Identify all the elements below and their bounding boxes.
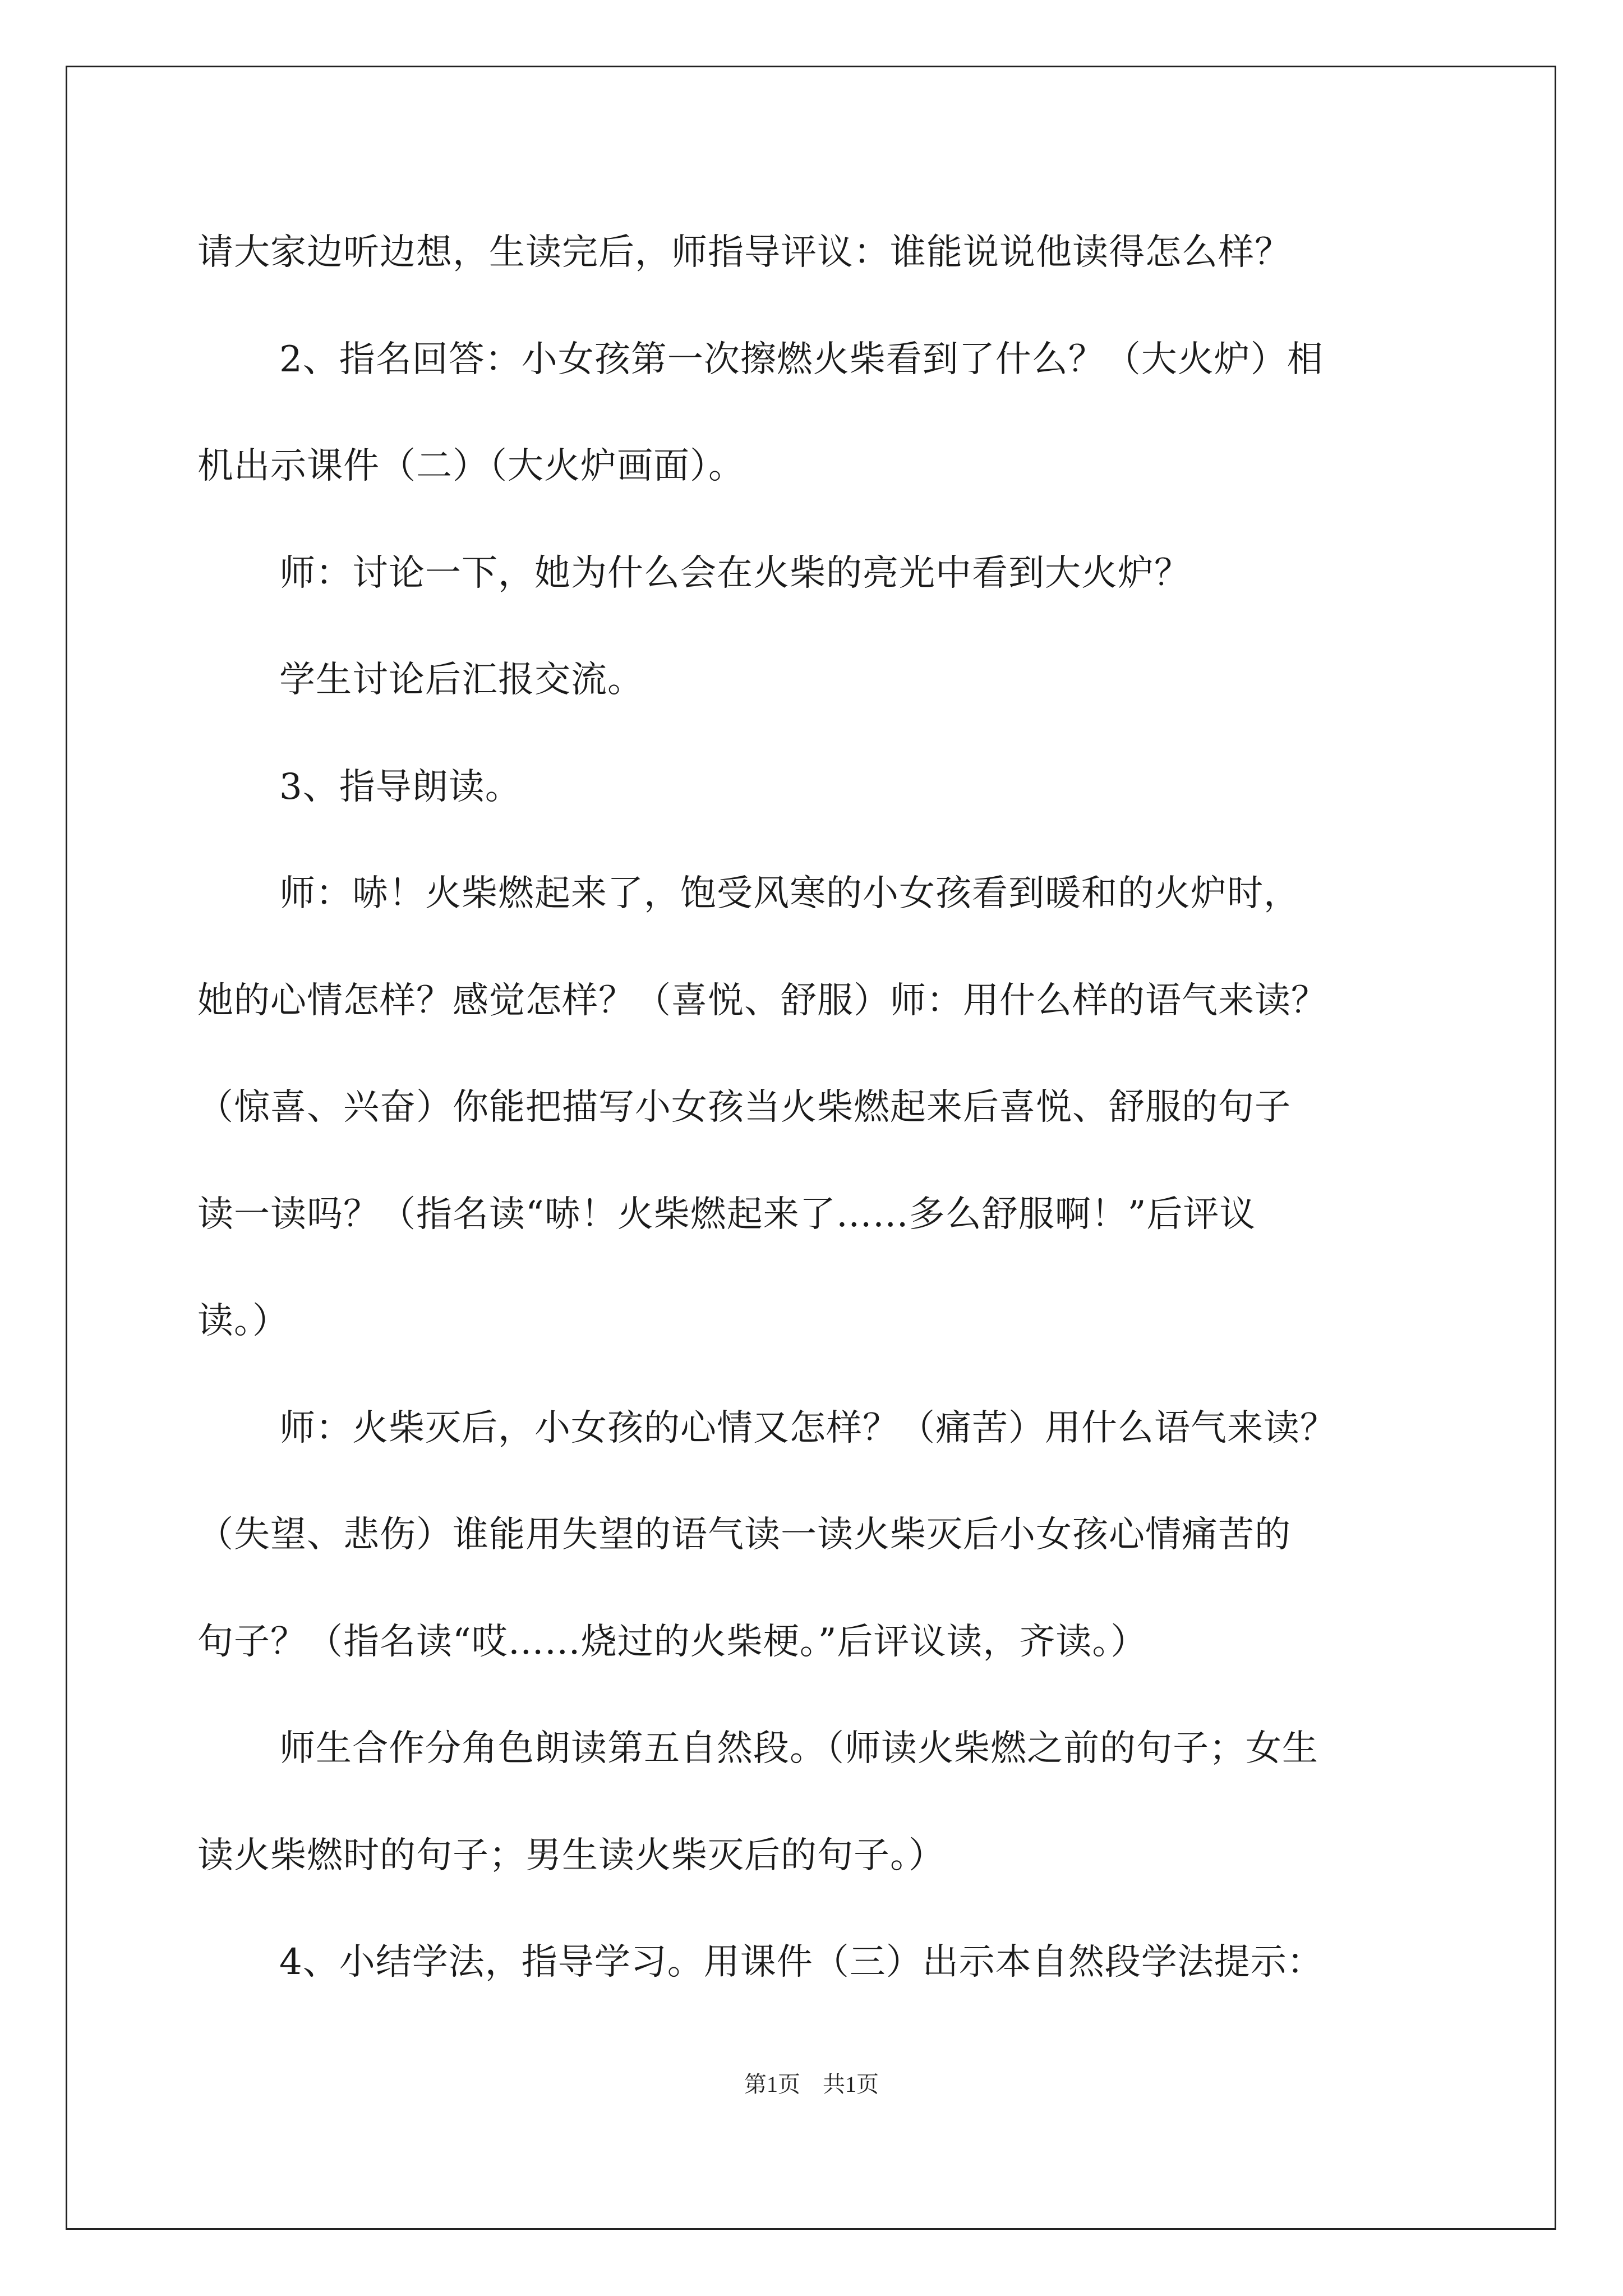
text-line: 师：火柴灭后，小女孩的心情又怎样？（痛苦）用什么语气来读？ xyxy=(279,1407,1336,1449)
text-line: 读。） xyxy=(197,1300,289,1342)
text-line: 读一读吗？（指名读“哧！火柴燃起来了……多么舒服啊！”后评议 xyxy=(197,1194,1256,1235)
text-line: （失望、悲伤）谁能用失望的语气读一读火柴灭后小女孩心情痛苦的 xyxy=(197,1514,1291,1556)
text-line: 师生合作分角色朗读第五自然段。（师读火柴燃之前的句子；女生 xyxy=(279,1728,1318,1769)
text-line: 读火柴燃时的句子；男生读火柴灭后的句子。） xyxy=(197,1835,945,1876)
text-line: 句子？（指名读“哎……烧过的火柴梗。”后评议读，齐读。） xyxy=(197,1621,1147,1663)
page-border xyxy=(66,66,1556,2230)
text-line: （惊喜、兴奋）你能把描写小女孩当火柴燃起来后喜悦、舒服的句子 xyxy=(197,1087,1291,1128)
text-line: 3、指导朗读。 xyxy=(279,766,522,808)
text-line: 学生讨论后汇报交流。 xyxy=(279,659,644,701)
text-line: 机出示课件（二）（大火炉画面）。 xyxy=(197,445,745,487)
text-line: 请大家边听边想，生读完后，师指导评议：谁能说说他读得怎么样？ xyxy=(197,232,1291,273)
page-number-footer: 第1页 共1页 xyxy=(744,2072,879,2097)
text-line: 师：讨论一下，她为什么会在火柴的亮光中看到大火炉？ xyxy=(279,553,1191,594)
text-line: 她的心情怎样？感觉怎样？（喜悦、舒服）师：用什么样的语气来读？ xyxy=(197,980,1327,1022)
text-line: 4、小结学法，指导学习。用课件（三）出示本自然段学法提示： xyxy=(279,1941,1324,1983)
text-line: 2、指名回答：小女孩第一次擦燃火柴看到了什么？（大火炉）相 xyxy=(279,339,1324,380)
text-line: 师：哧！火柴燃起来了，饱受风寒的小女孩看到暖和的火炉时， xyxy=(279,873,1300,914)
